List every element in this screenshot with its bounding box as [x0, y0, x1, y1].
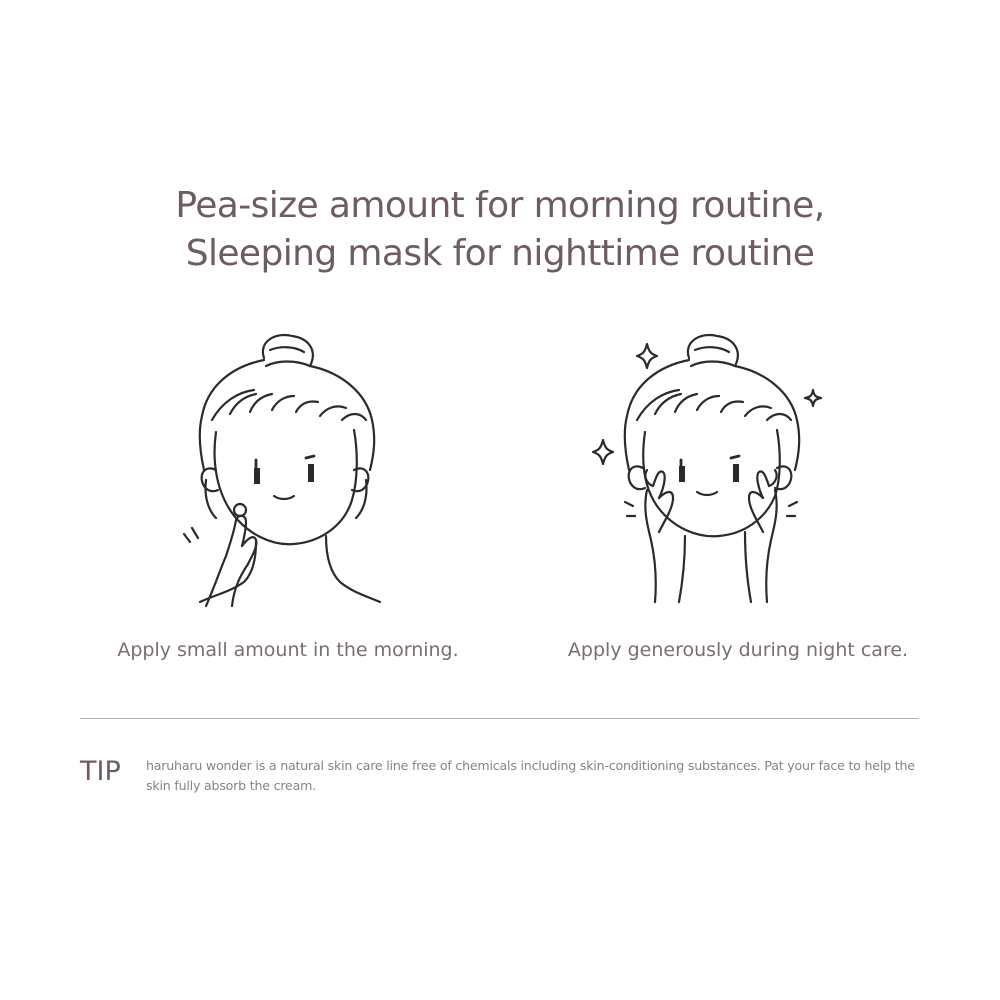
night-face-icon: [585, 320, 845, 620]
title-line-2: Sleeping mask for nighttime routine: [185, 233, 815, 274]
section-divider: [80, 718, 919, 719]
night-caption: Apply generously during night care.: [567, 639, 909, 661]
title-line-1: Pea-size amount for morning routine,: [175, 185, 825, 226]
page-title: [0, 182, 1000, 278]
morning-caption: Apply small amount in the morning.: [117, 639, 459, 661]
tip-text: haruharu wonder is a natural skin care line free of chemicals including skin-conditioning substances. Pat your face to help the skin fully absorb the cream.: [146, 758, 915, 793]
morning-face-icon: [160, 320, 420, 620]
tip-label: TIP: [80, 756, 121, 787]
